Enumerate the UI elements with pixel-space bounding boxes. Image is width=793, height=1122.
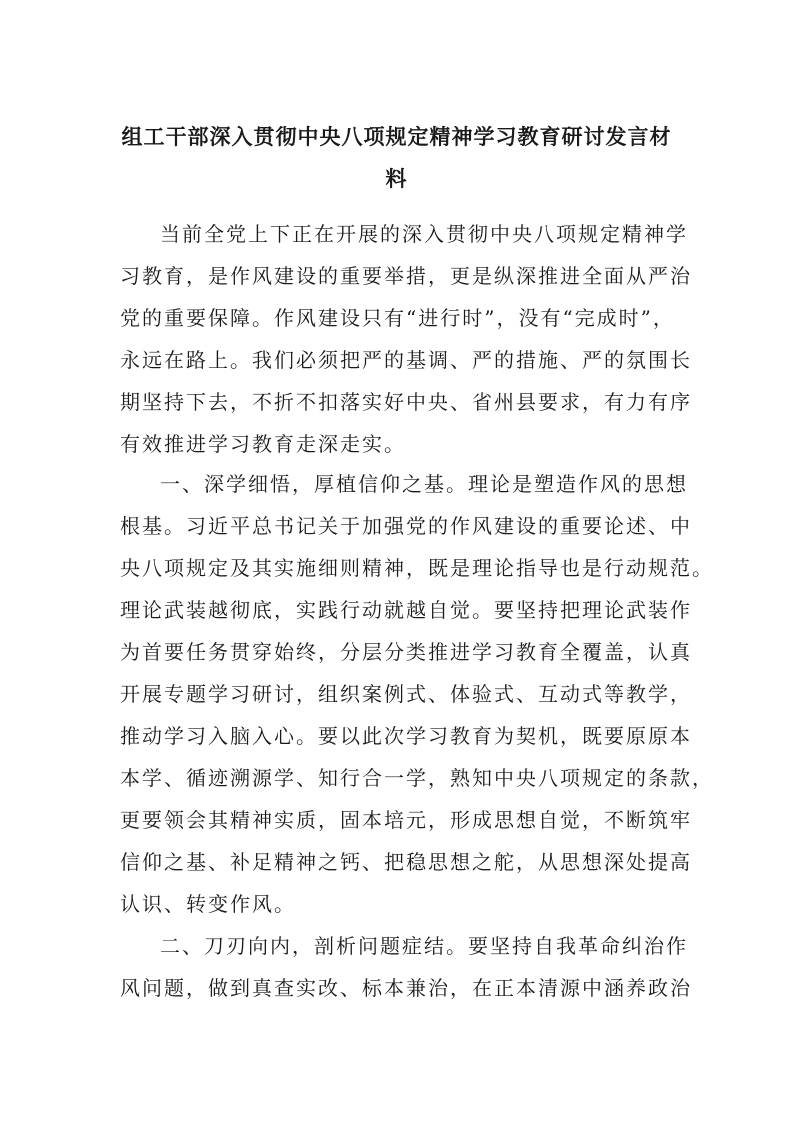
body-line: 永远在路上。我们必须把严的基调、严的措施、严的氛围长 — [120, 348, 692, 372]
body-line: 党的重要保障。作风建设只有“进行时”，没有“完成时”， — [120, 306, 675, 330]
document-title-line-2: 料 — [385, 166, 408, 191]
body-line: 风问题，做到真查实改、标本兼治，在正本清源中涵养政治 — [120, 976, 692, 1000]
body-line: 有效推进学习教育走深走实。 — [120, 432, 406, 456]
body-line: 开展专题学习研讨，组织案例式、体验式、互动式等教学， — [120, 682, 692, 706]
body-line: 更要领会其精神实质，固本培元，形成思想自觉，不断筑牢 — [120, 808, 692, 832]
body-line: 为首要任务贯穿始终，分层分类推进学习教育全覆盖，认真 — [120, 640, 692, 664]
document-title-line-1: 组工干部深入贯彻中央八项规定精神学习教育研讨发言材 — [121, 124, 672, 149]
body-line: 本学、循迹溯源学、知行合一学，熟知中央八项规定的条款， — [120, 766, 714, 790]
body-line: 认识、转变作风。 — [120, 892, 296, 916]
body-line: 央八项规定及其实施细则精神，既是理论指导也是行动规范。 — [120, 556, 714, 580]
body-line: 二、刀刃向内，剖析问题症结。要坚持自我革命纠治作 — [160, 934, 688, 958]
body-line: 期坚持下去，不折不扣落实好中央、省州县要求，有力有序 — [120, 390, 692, 414]
body-line: 推动学习入脑入心。要以此次学习教育为契机，既要原原本 — [120, 724, 692, 748]
body-line: 信仰之基、补足精神之钙、把稳思想之舵，从思想深处提高 — [120, 850, 692, 874]
body-line: 习教育，是作风建设的重要举措，更是纵深推进全面从严治 — [120, 264, 692, 288]
body-line: 理论武装越彻底，实践行动就越自觉。要坚持把理论武装作 — [120, 598, 692, 622]
body-line: 一、深学细悟，厚植信仰之基。理论是塑造作风的思想 — [160, 472, 688, 496]
body-line: 当前全党上下正在开展的深入贯彻中央八项规定精神学 — [160, 222, 688, 246]
body-line: 根基。习近平总书记关于加强党的作风建设的重要论述、中 — [120, 514, 692, 538]
